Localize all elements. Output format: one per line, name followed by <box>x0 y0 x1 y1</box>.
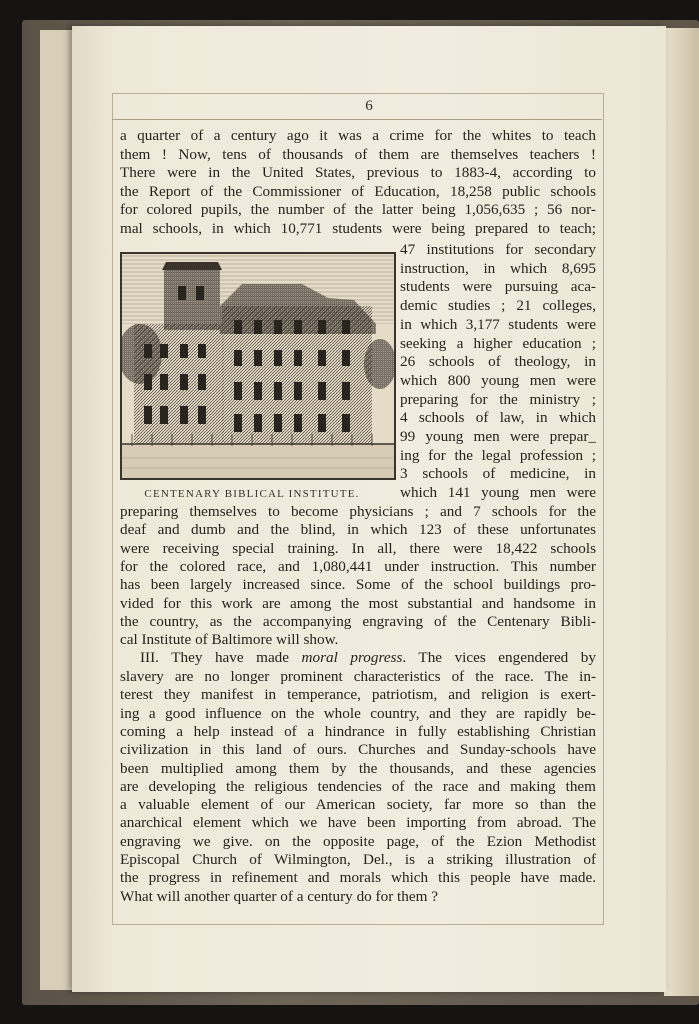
text-line: 3 schools of medicine, in <box>400 465 596 483</box>
text-line: them ! Now, tens of thousands of them are themselves teachers ! <box>120 145 596 163</box>
text-line: instruction, in which 8,695 <box>400 259 596 277</box>
text-line: terest they manifest in temperance, patriotism, and religion is exert- <box>120 686 596 704</box>
text-line: were receiving special training. In all, there were 18,422 schools <box>120 539 596 557</box>
paragraph-three-first-line <box>120 649 596 668</box>
text-line: for colored pupils, the number of the latter being 1,056,635 ; 56 nor- <box>120 201 596 218</box>
text-line: civilization in this land of ours. Churches and Sunday-schools have <box>120 741 596 759</box>
text-line: What will another quarter of a century do for them ? <box>120 887 438 905</box>
book-page <box>72 26 666 992</box>
text-line: for the colored race, and 1,080,441 under instruction. This number <box>120 557 596 575</box>
text-line: ing a good influence on the whole country, and they are rapidly be- <box>120 704 596 722</box>
text-line: engraving we give. on the opposite page, of the Ezion Methodist <box>120 832 596 850</box>
header-rule <box>112 119 602 120</box>
text-line: 4 schools of law, in which <box>400 409 596 427</box>
figure-caption: CENTENARY BIBLICAL INSTITUTE. <box>144 488 360 500</box>
text-line: preparing themselves to become physicians ; and 7 schools for the <box>120 503 596 520</box>
page-edges <box>664 28 699 996</box>
text-line: anarchical element which we have been importing from abroad. The <box>120 814 596 832</box>
engraving-centenary-biblical-institute <box>120 252 396 480</box>
text-line: in which 3,177 students were <box>400 315 596 333</box>
text-line: the Report of the Commissioner of Education, 18,258 public schools <box>120 182 596 200</box>
text-line: demic studies ; 21 colleges, <box>400 297 596 315</box>
page-number: 6 <box>365 98 373 114</box>
text-line: a quarter of a century ago it was a crime for the whites to teach <box>120 127 596 144</box>
text-line: a valuable element of our American society, far more so than the <box>120 796 596 814</box>
text-line: has been largely increased since. Some of the school buildings pro- <box>120 576 596 594</box>
para3-emphasis: moral progress <box>301 649 403 666</box>
text-line: students were pursuing aca- <box>400 278 596 296</box>
text-line: cal Institute of Baltimore will show. <box>120 631 339 649</box>
text-line: 47 institutions for secondary <box>400 241 596 258</box>
text-line: There were in the United States, previous to 1883-4, according to <box>120 164 596 181</box>
text-line: preparing for the ministry ; <box>400 390 596 408</box>
para3-lead: III. They have made <box>140 649 302 666</box>
text-line: 99 young men were prepar_ <box>400 428 596 445</box>
text-line: are developing the religious tendencies of the race and making them <box>120 777 596 795</box>
para3-lead-end: . The vices engendered by <box>402 649 596 666</box>
building-engraving <box>122 254 394 478</box>
text-line: vided for this work are among the most substantial and handsome in <box>120 594 596 612</box>
text-line: mal schools, in which 10,771 students were being prepared to teach; <box>120 219 596 237</box>
text-line: the progress in refinement and morals which this people have made. <box>120 869 596 887</box>
text-line: which 141 young men were <box>400 484 596 502</box>
text-line: the country, as the accompanying engraving of the Centenary Bibli- <box>120 612 596 630</box>
text-line: deaf and dumb and the blind, in which 123 of these unfortunates <box>120 521 596 539</box>
text-line: seeking a higher education ; <box>400 334 596 352</box>
text-line: coming a help instead of a hindrance in fully establishing Christian <box>120 722 596 740</box>
text-line: 26 schools of theology, in <box>400 353 596 371</box>
text-line: been multiplied among them by the thousands, and these agencies <box>120 759 596 777</box>
text-line: slavery are no longer prominent characteristics of the race. The in- <box>120 668 596 685</box>
text-line: which 800 young men were <box>400 371 596 389</box>
text-line: Episcopal Church of Wilmington, Del., is a striking illustration of <box>120 851 596 868</box>
text-line: ing for the legal profession ; <box>400 446 596 464</box>
